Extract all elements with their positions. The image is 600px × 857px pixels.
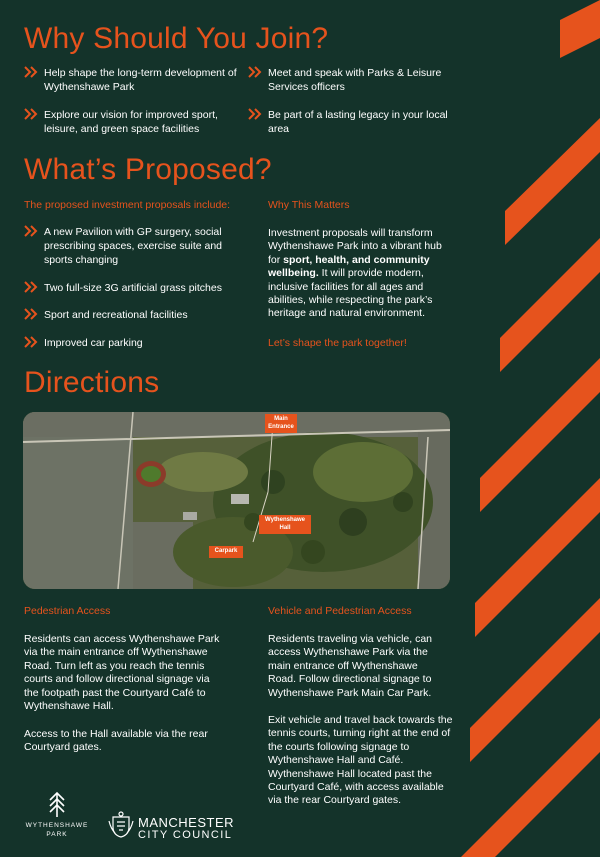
map-satellite-image — [23, 412, 450, 589]
proposed-heading: What’s Proposed? — [24, 153, 272, 186]
proposed-bullet-2 — [24, 281, 259, 295]
council-name-line1: MANCHESTER — [138, 815, 235, 830]
map-marker-main-entrance: Main Entrance — [265, 414, 297, 433]
join-bullet-2 — [248, 66, 478, 94]
directions-heading: Directions — [24, 366, 160, 399]
pedestrian-access-text-1: Residents can access Wythenshawe Park via the main entrance off Wythenshawe Road. Turn left as you reach the tennis courts and follow directional signage via the footpath past the Courtyard Café to Wythenshawe Hall. — [24, 633, 220, 713]
join-bullet-text: Help shape the long-term development of Wythenshawe Park — [44, 67, 237, 93]
proposed-bullet-4 — [24, 336, 259, 350]
proposed-intro: The proposed investment proposals include: — [24, 199, 231, 211]
proposed-bullet-text: A new Pavilion with GP surgery, social prescribing spaces, exercise suite and sports changing — [44, 226, 223, 266]
council-crest-icon — [107, 811, 135, 839]
pedestrian-access-text-2: Access to the Hall available via the rear Courtyard gates. — [24, 728, 208, 754]
double-chevron-right-icon — [24, 308, 38, 320]
double-chevron-right-icon — [24, 225, 38, 237]
join-bullet-text: Meet and speak with Parks & Leisure Services officers — [268, 67, 442, 93]
join-bullet-1 — [24, 66, 259, 94]
vehicle-access-text-2: Exit vehicle and travel back towards the tennis courts, turning right at the end of the courts following signage to Wythenshawe Hall and Café. Wythenshawe Hall located past the Courtyard Café, with access available via the rear Courtyard gates. — [268, 714, 453, 807]
vehicle-access-label: Vehicle and Pedestrian Access — [268, 605, 412, 617]
map-marker-wythenshawe-hall: Wythenshawe Hall — [259, 515, 311, 534]
why-text-part1: Investment proposals will transform Wythenshawe Park into a vibrant hub for — [268, 227, 442, 266]
double-chevron-right-icon — [24, 281, 38, 293]
join-heading: Why Should You Join? — [24, 22, 329, 55]
park-logo-text-2: PARK — [46, 831, 68, 838]
park-map[interactable] — [23, 412, 450, 589]
why-matters-text — [268, 227, 453, 321]
map-marker-carpark: Carpark — [209, 546, 243, 558]
join-bullet-3 — [24, 108, 249, 136]
double-chevron-right-icon — [24, 108, 38, 120]
vehicle-access-text-1: Residents traveling via vehicle, can access Wythenshawe Park via the main entrance off Wythenshawe Road. Follow directional signage to Wythenshawe Park Main Car Park. — [268, 633, 433, 699]
join-bullet-text: Explore our vision for improved sport, leisure, and green space facilities — [44, 109, 218, 135]
proposed-bullet-text: Two full-size 3G artificial grass pitches — [44, 282, 222, 294]
why-text-bold: sport, health, and community wellbeing. — [268, 253, 430, 280]
council-name-line2: CITY COUNCIL — [138, 829, 233, 841]
join-bullet-text: Be part of a lasting legacy in your local area — [268, 109, 448, 135]
double-chevron-right-icon — [248, 66, 262, 78]
why-matters-label: Why This Matters — [268, 199, 350, 211]
why-text-part2: It will provide modern, inclusive facilities for all ages and abilities, while respecting the park’s heritage and natural environment. — [268, 267, 433, 320]
double-chevron-right-icon — [248, 108, 262, 120]
proposed-bullet-text: Improved car parking — [44, 337, 143, 349]
double-chevron-right-icon — [24, 66, 38, 78]
proposed-bullet-3 — [24, 308, 259, 322]
park-logo-text-1: WYTHENSHAWE — [25, 822, 89, 829]
join-bullet-4 — [248, 108, 448, 136]
proposed-bullet-1 — [24, 225, 234, 267]
cta-text: Let’s shape the park together! — [268, 337, 407, 349]
proposed-bullet-text: Sport and recreational facilities — [44, 309, 188, 321]
pedestrian-access-label: Pedestrian Access — [24, 605, 111, 617]
wythenshawe-park-logo-icon — [46, 791, 68, 819]
double-chevron-right-icon — [24, 336, 38, 348]
